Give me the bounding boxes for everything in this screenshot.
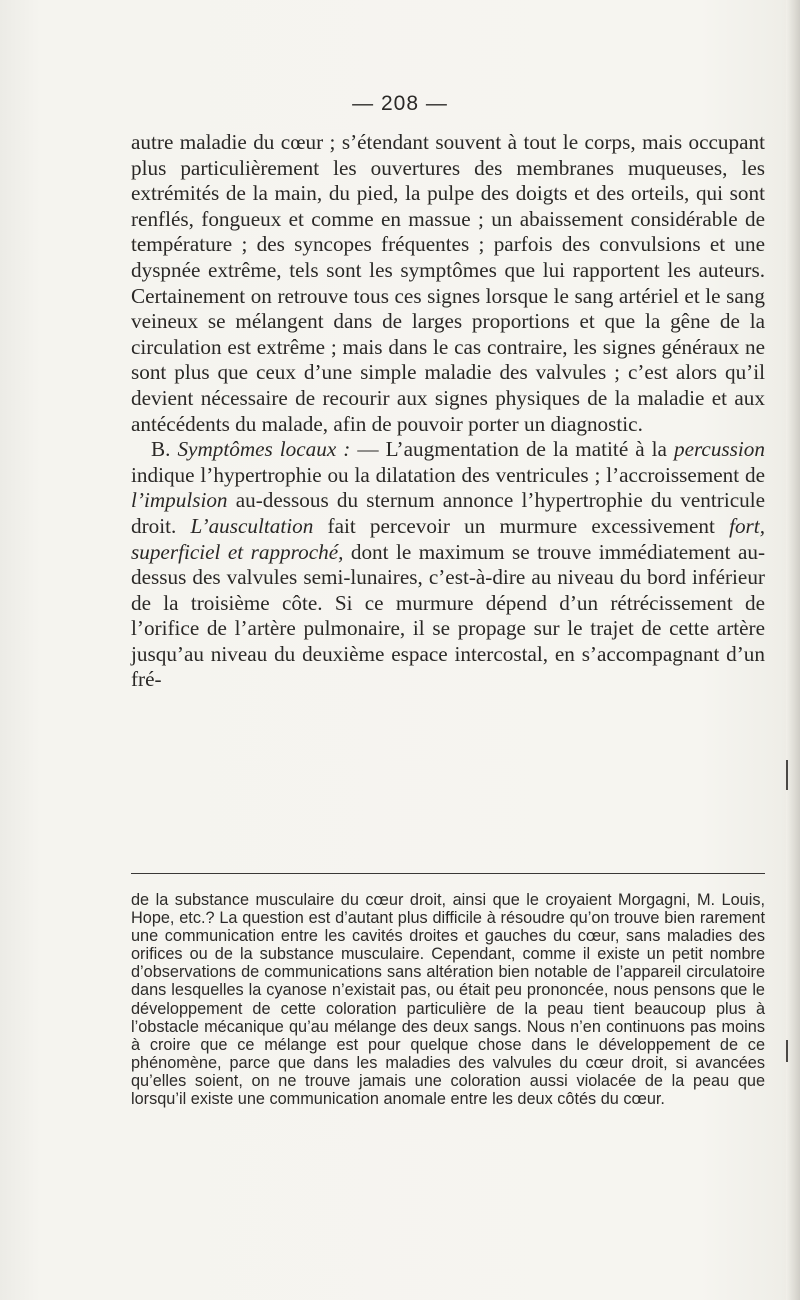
edge-mark [786, 1040, 788, 1062]
main-text [131, 130, 765, 693]
section-heading: Symptômes locaux : [177, 437, 351, 462]
paragraph-2 [131, 437, 765, 693]
term-auscultation: L’auscultation [190, 513, 314, 538]
paragraph-2-text-3: au-dessous du sternum annonce l’hypertrophie du ventricule droit. [131, 488, 766, 538]
footnote-text: de la substance musculaire du cœur droit, ainsi que le croyaient Morgagni, M. Louis, Hope, etc.? La question est d’autant plus difficile à résoudre qu’on trouve bien rarement une communication entre les cavités droites et gauches du cœur, sans maladies des orifices ou de la substance musculaire. Cependant, comme il existe un petit nombre d’observations de communications sans altération bien notable de l’appareil circulatoire dans lesquelles la cyanose n’existait pas, ou était peu prononcée, nous pensons que le développement de cette coloration particulière de la peau tient beaucoup plus à l’obstacle mécanique qu’au mélange des deux sangs. Nous n’en continuons pas moins à croire que ce mélange est pour quelque chose dans le développement de ce phénomène, parce que dans les maladies des valvules du cœur droit, si avancées qu’elles soient, on ne trouve jamais une coloration aussi violacée de la peau que lorsqu’il existe une communication anomale entre les deux côtés du cœur. [131, 891, 765, 1109]
footnote-separator [131, 873, 765, 874]
footnote [131, 891, 765, 1108]
paragraph-2-text-2: indique l’hypertrophie ou la dilatation des ventricules ; l’accroissement de [131, 462, 765, 487]
term-qualities: fort, superficiel et rapproché, [131, 513, 765, 564]
paragraph-2-text-1: L’augmentation de la matité à la [385, 437, 667, 462]
term-impulsion: l’impulsion [131, 488, 228, 513]
page-edge [786, 0, 800, 1300]
edge-mark [786, 760, 788, 790]
paragraph-1: autre maladie du cœur ; s’étendant souvent à tout le corps, mais occupant plus particulièrement les ouvertures des membranes muqueuses, les extrémités de la main, du pied, la pulpe des doigts et des orteils, qui sont renflés, fongueux et comme en massue ; un abaissement considérable de température ; des syncopes fréquentes ; parfois des convulsions et une dyspnée extrême, tels sont les symptômes que lui rapportent les auteurs. Certainement on retrouve tous ces signes lorsque le sang artériel et le sang veineux se mélangent dans de larges proportions et que la gêne de la circulation est extrême ; mais dans le cas contraire, les signes généraux ne sont plus que ceux d’une simple maladie des valvules ; c’est alors qu’il devient nécessaire de recourir aux signes physiques de la maladie et aux antécédents du malade, afin de pouvoir porter un diagnostic. [131, 130, 765, 436]
page-number: — 208 — [352, 92, 448, 115]
section-label: B. [151, 437, 171, 462]
term-percussion: percussion [673, 437, 765, 462]
heading-dash: — [357, 437, 379, 462]
paragraph-2-text-5: dont le maximum se trouve immédiatement au-dessus des valvules semi-lunaires, c’est-à-dire au niveau du bord inférieur de la troisième côte. Si ce murmure dépend d’un rétrécissement de l’orifice de l’artère pulmonaire, il se propage sur le trajet de cette artère jusqu’au niveau du deuxième espace intercostal, en s’accompagnant d’un fré- [131, 539, 765, 692]
paragraph-2-text-4: fait percevoir un murmure excessivement [327, 513, 715, 538]
